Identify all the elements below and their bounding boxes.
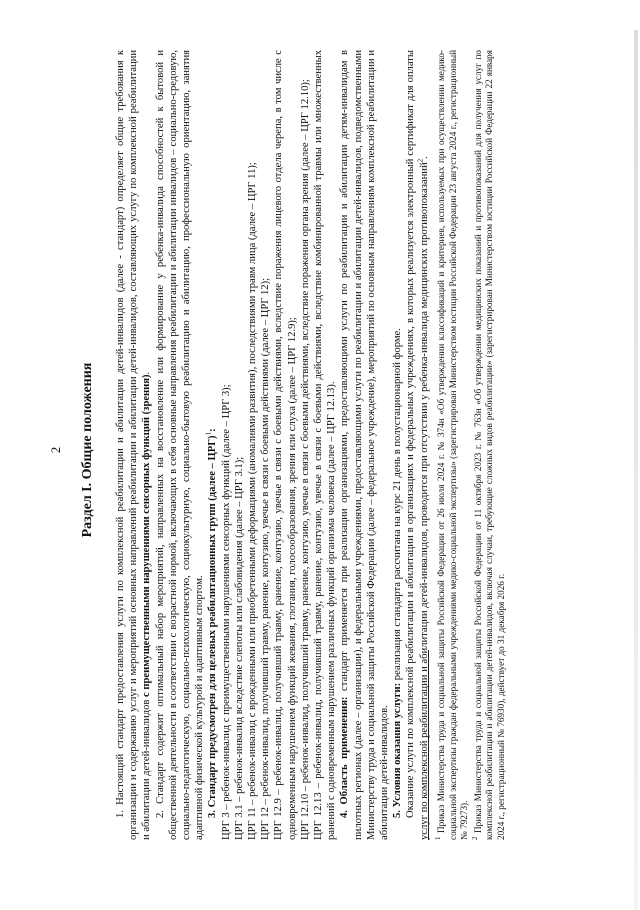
- paragraph-2: 2. Стандарт содержит оптимальный набор мероприятий, направленных на восстановление или формирование у ребенка-инвалида способностей к бытовой и общественной деятельности в соответствии с возрастной нормой, включающих в себя основные направления реабилитации и абилитации инвалидов – социально-средовую, социально-педагогическую, социально-психологическую, социокультурную, социально-бытовую реабилитацию и абилитацию, профессиональную ориентацию, занятия адаптивной физической культурой и адаптивным спортом.: [154, 50, 206, 840]
- crg-item: ЦРГ 12.9 – ребенок-инвалид, получивший травму, ранение, контузию, увечье в связи с боевыми действиями, вследствие поражения лицевого отдела черепа, в том числе с одновременным нарушением функций жевания, глотания, голосообразования, зрения или слуха (далее – ЦРГ 12.9);: [273, 50, 298, 840]
- footnote-1-text: Приказ Министерства труда и социальной защиты Российской Федерации от 26 июля 2024 г. № 374н «Об утверждении классификаций и критериев, используемых при осуществлении медико-социальной экспертизы граждан федеральными учреждениями медико-социальной экспертизы» (зарегистрирован Министерством юстиции Российской Федерации 23 августа 2024 г., регистрационный № 79273).: [436, 50, 470, 840]
- paragraph-3-colon: :: [207, 428, 219, 433]
- crg-item: ЦРГ 11 – ребенок-инвалид с врожденными или приобретенными деформациями (аномалиями развития), последствиями травм лица (далее – ЦРГ 11);: [247, 162, 259, 840]
- footnote-2-mark: 2: [470, 836, 479, 840]
- paragraph-1: [114, 50, 154, 840]
- crg-item: ЦРГ 12.10 – ребенок-инвалид, получивший травму, ранение, контузию, увечье в связи с боевыми действиями, вследствие поражения органа зрения (далее – ЦРГ 12.10);: [299, 79, 311, 840]
- paragraph-4: [338, 50, 391, 840]
- crg-item: ЦРГ 3.1 – ребенок-инвалид вследствие слепоты или слабовидения (далее – ЦРГ 3.1);: [233, 456, 245, 840]
- paragraph-5-continuation: [404, 50, 430, 840]
- crg-item: ЦРГ 3 – ребенок-инвалид с преимущественными нарушениями сенсорных функций (далее – ЦРГ 3);: [220, 384, 232, 840]
- footnote-ref-1: 1: [204, 432, 213, 436]
- paragraph-5: [391, 50, 404, 840]
- paragraph-5-label: 5. Условия оказания услуги:: [392, 682, 404, 818]
- paragraph-1-end: .: [141, 371, 153, 375]
- footnote-2: [470, 50, 508, 840]
- paragraph-1-bold: с преимущественными нарушениями сенсорных функций (зрения): [141, 374, 153, 697]
- paragraph-4-text: стандарт применяется при реализации организациями, предоставляющими услуги по реабилитации и абилитации детям-инвалидам в пилотных регионах (далее – организации), и федеральными учреждениями, предоставляющими услуги по реабилитации и абилитации детей-инвалидов, подведомственными Министерству труда и социальной защиты Российской Федерации (далее – федеральное учреждение), мероприятий по основным направлениям комплексной реабилитации и абилитации детей-инвалидов.: [339, 50, 391, 840]
- footnote-divider: [428, 650, 429, 840]
- paragraph-5-text: реализация стандарта рассчитана на курс 21 день в полустационарной форме.: [392, 328, 404, 683]
- footnotes: [433, 50, 510, 840]
- footnote-1-mark: 1: [433, 836, 442, 840]
- document-body: [114, 50, 431, 840]
- crg-item: ЦРГ 12.13 – ребенок-инвалид, получивший травму, ранение, контузию, увечье в связи с боевыми действиями, вследствие комбинированной травмы или множественных ранений с одновременным нарушением различных функций организма человека (далее – ЦРГ 12.13).: [313, 50, 338, 840]
- paragraph-5-cont-text: Оказание услуги по комплексной реабилитации и абилитации в организациях и федеральных учреждениях, в которых реализуется электронный сертификат для оплаты услуг по комплексной реабилитации и абилитации детей-инвалидов, проводится при отсутствии у ребенка-инвалида медицинских противопоказаний: [405, 50, 430, 840]
- rotated-document-sheet: [28, 30, 598, 870]
- paragraph-4-label: 4. Область применения:: [339, 696, 351, 818]
- section-title: Раздел I. Общие положения: [80, 362, 95, 538]
- scan-edge-shadow: [634, 30, 638, 910]
- footnote-2-text: Приказ Министерства труда и социальной защиты Российской Федерации от 11 октября 2023 г. № 763н «Об утверждении медицинских показаний и противопоказаний для получения услуг по комплексной реабилитации и абилитации детей-инвалидов, включая случаи, требующие сложных видов реабилитации» (зарегистрирован Министерством юстиции Российской Федерации 22 января 2024 г., регистрационный № 76930), действует до 31 декабря 2026 г.: [472, 50, 506, 840]
- paragraph-3-heading: 3. Стандарт предусмотрен для целевых реабилитационных групп (далее – ЦРГ): [207, 435, 219, 818]
- paragraph-3: [206, 50, 219, 840]
- page-number: 2: [48, 446, 63, 454]
- footnote-1: [433, 50, 471, 840]
- crg-item: ЦРГ 12 – ребенок-инвалид, получивший травму, ранение, контузию, увечье в связи с боевыми действиями (далее – ЦРГ 12);: [260, 277, 272, 840]
- paragraph-1-text: 1. Настоящий стандарт предоставления услуги по комплексной реабилитации и абилитации детей-инвалидов (далее - стандарт) определяет общие требования к организации и содержанию услуг и мероприятий основных направлений реабилитации и абилитации детей-инвалидов, составляющих услугу по комплексной реабилитации и абилитации детей-инвалидов: [115, 50, 153, 840]
- paragraph-5-cont-end: .: [418, 156, 430, 159]
- footnote-ref-2: 2: [416, 158, 425, 163]
